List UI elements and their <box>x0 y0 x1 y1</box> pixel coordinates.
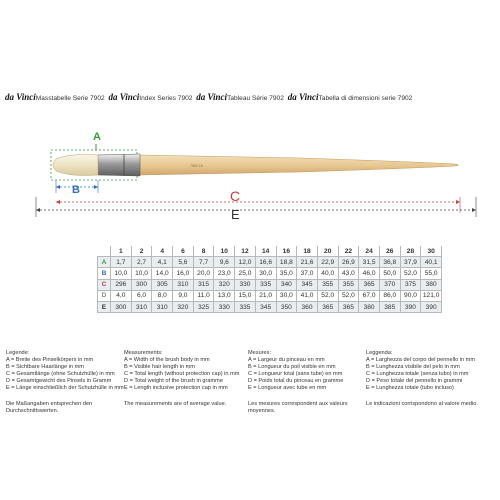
corner-cell <box>98 246 111 257</box>
table-cell: 37,0 <box>297 268 318 279</box>
table-cell: 365 <box>359 279 380 290</box>
legend-line: B = Longueur du poil visible en mm <box>248 364 336 370</box>
table-cell: 11,0 <box>193 290 214 301</box>
table-cell: 40,1 <box>421 257 442 268</box>
size-header: 26 <box>379 246 400 257</box>
c-arrow-left <box>56 200 60 204</box>
table-cell: 365 <box>338 301 359 312</box>
table-cell: 300 <box>111 301 132 312</box>
legend-line: D = Total weight of the brush in gramme <box>124 378 223 384</box>
legend-line: D = Poids total du pinceau en gramme <box>248 378 344 384</box>
legend-line: C = Longueur total (sans tube) en mm <box>248 371 343 377</box>
legend-title: Measurements: <box>124 350 163 356</box>
e-arrow-right <box>472 208 476 212</box>
legend-fr <box>248 350 358 415</box>
table-cell: 320 <box>214 279 235 290</box>
size-header: 22 <box>338 246 359 257</box>
legend-note <box>248 401 358 415</box>
table-cell: 12,0 <box>235 257 256 268</box>
table-cell: 21,6 <box>297 257 318 268</box>
size-header: 2 <box>131 246 152 257</box>
table-cell: 26,9 <box>338 257 359 268</box>
legend-it <box>366 350 496 408</box>
table-cell: 325 <box>193 301 214 312</box>
size-header: 10 <box>214 246 235 257</box>
legend-line: D = Gesamtgewicht des Pinsels in Gramm <box>6 378 112 384</box>
legend-line: D = Peso totale del pennello in grammi <box>366 378 463 384</box>
table-cell: 37,9 <box>400 257 421 268</box>
table-cell: 121,0 <box>421 290 442 301</box>
table-cell: 360 <box>297 301 318 312</box>
table-cell: 330 <box>214 301 235 312</box>
legend-note-line: The measurements are of average value. <box>124 401 227 407</box>
table-cell: 4,1 <box>152 257 173 268</box>
table-cell: 18,8 <box>276 257 297 268</box>
table-cell: 52,0 <box>338 290 359 301</box>
table-row-b <box>98 268 442 279</box>
size-header: 4 <box>152 246 173 257</box>
table-cell: 55,0 <box>421 268 442 279</box>
legend-note <box>366 401 496 408</box>
size-header: 6 <box>173 246 194 257</box>
table-cell: 10,0 <box>131 268 152 279</box>
table-cell: 320 <box>173 301 194 312</box>
table-cell: 9,0 <box>173 290 194 301</box>
table-cell: 43,0 <box>338 268 359 279</box>
table-cell: 305 <box>152 279 173 290</box>
table-cell: 390 <box>400 301 421 312</box>
table-row-d <box>98 290 442 301</box>
table-cell: 335 <box>235 301 256 312</box>
table-cell: 300 <box>131 279 152 290</box>
row-label-d: D <box>98 290 111 301</box>
brand-logo-it: da Vinci <box>287 92 319 102</box>
table-cell: 23,0 <box>214 268 235 279</box>
table-row-c <box>98 279 442 290</box>
size-header: 24 <box>359 246 380 257</box>
table-cell: 330 <box>235 279 256 290</box>
legend-de <box>6 350 124 415</box>
legend-note-line: moyennes. <box>248 408 276 414</box>
legend-line: A = Width of the brush body in mm <box>124 357 210 363</box>
legend-note-line: Die Maßangaben entsprechen den <box>6 401 93 407</box>
size-header: 28 <box>400 246 421 257</box>
table-cell: 31,5 <box>359 257 380 268</box>
legend-line: B = Visible hair length in mm <box>124 364 195 370</box>
label-a: A <box>93 131 101 143</box>
legend-line: B = Lunghezza visibile del pelo in mm <box>366 364 460 370</box>
table-cell: 52,0 <box>317 290 338 301</box>
table-cell: 310 <box>173 279 194 290</box>
c-arrow-right <box>456 200 460 204</box>
brush-hair <box>53 155 98 176</box>
legend-title: Legende: <box>6 350 30 356</box>
b-arrow-right <box>94 185 98 189</box>
legend-line: A = Larghezza del corpo del pennello in mm <box>366 357 475 363</box>
table-cell: 365 <box>317 301 338 312</box>
size-header: 8 <box>193 246 214 257</box>
table-cell: 16,6 <box>255 257 276 268</box>
table-cell: 8,0 <box>152 290 173 301</box>
table-cell: 20,0 <box>193 268 214 279</box>
row-label-c: C <box>98 279 111 290</box>
header-title-en: Index Series 7902 <box>139 95 193 102</box>
table-cell: 340 <box>276 279 297 290</box>
table-cell: 345 <box>297 279 318 290</box>
legend-line: A = Largeur du pinceau en mm <box>248 357 325 363</box>
size-header: 20 <box>317 246 338 257</box>
size-header: 18 <box>297 246 318 257</box>
size-header: 30 <box>421 246 442 257</box>
handle-imprint: 7902 16 <box>190 164 203 168</box>
legend-line: C = Lunghezza totale (senza tubo) in mm <box>366 371 469 377</box>
legend-line: E = Longueur avec tube en mm <box>248 385 327 391</box>
table-cell: 390 <box>421 301 442 312</box>
label-e: E <box>231 207 240 222</box>
brush-handle <box>140 155 459 175</box>
table-cell: 52,0 <box>400 268 421 279</box>
table-cell: 310 <box>131 301 152 312</box>
table-cell: 296 <box>111 279 132 290</box>
legend-line: B = Sichtbare Haarlänge in mm <box>6 364 84 370</box>
table-cell: 16,0 <box>173 268 194 279</box>
table-cell: 5,6 <box>173 257 194 268</box>
table-row-e <box>98 301 442 312</box>
table-cell: 315 <box>193 279 214 290</box>
row-label-b: B <box>98 268 111 279</box>
series-header <box>5 90 495 104</box>
b-arrow-left <box>56 185 60 189</box>
table-cell: 2,7 <box>131 257 152 268</box>
table-cell: 13,0 <box>214 290 235 301</box>
label-b: B <box>72 184 80 196</box>
table-cell: 355 <box>317 279 338 290</box>
table-cell: 385 <box>379 301 400 312</box>
table-cell: 345 <box>255 301 276 312</box>
table-cell: 40,0 <box>317 268 338 279</box>
legend-line: C = Gesamtlänge (ohne Schutzhülle) in mm <box>6 371 115 377</box>
header-title-de: Masstabelle Serie 7902 <box>35 95 105 102</box>
table-cell: 10,0 <box>111 268 132 279</box>
size-header: 12 <box>235 246 256 257</box>
table-cell: 335 <box>255 279 276 290</box>
brand-logo-de: da Vinci <box>5 92 36 102</box>
table-cell: 6,0 <box>131 290 152 301</box>
table-cell: 21,0 <box>255 290 276 301</box>
size-header: 1 <box>111 246 132 257</box>
size-header: 16 <box>276 246 297 257</box>
table-cell: 1,7 <box>111 257 132 268</box>
table-cell: 370 <box>379 279 400 290</box>
table-row-a <box>98 257 442 268</box>
legend-line: C = Total length (without protection cap) in mm <box>124 371 240 377</box>
legend-line: E = Length inclusive protection cap in mm <box>124 385 228 391</box>
legend-title: Leggenda: <box>366 350 393 356</box>
legend-note-line: Durchschnittswerten. <box>6 408 59 414</box>
legend-note <box>124 401 234 408</box>
header-title-fr: Tableau Série 7902 <box>227 95 284 102</box>
table-cell: 9,6 <box>214 257 235 268</box>
table-cell: 310 <box>152 301 173 312</box>
legend-line: E = Länge einschließlich der Schutzhülle in mm <box>6 385 124 391</box>
table-cell: 25,0 <box>235 268 256 279</box>
brush-diagram <box>0 125 500 225</box>
dimensions-table <box>97 246 442 313</box>
table-cell: 22,9 <box>317 257 338 268</box>
size-header: 14 <box>255 246 276 257</box>
legend-note-line: Les mesures correspondent aux valeurs <box>248 401 348 407</box>
table-cell: 90,0 <box>400 290 421 301</box>
table-cell: 380 <box>359 301 380 312</box>
legend-line: E = Lunghezza totale (tubo incluso) <box>366 385 454 391</box>
table-cell: 30,0 <box>276 290 297 301</box>
header-title-it: Tabella di dimensioni serie 7902 <box>318 95 413 102</box>
label-c: C <box>230 188 241 204</box>
table-cell: 41,0 <box>297 290 318 301</box>
table-cell: 86,0 <box>379 290 400 301</box>
e-arrow-left <box>36 208 40 212</box>
table-cell: 14,0 <box>152 268 173 279</box>
table-cell: 7,7 <box>193 257 214 268</box>
table-header-row <box>98 246 442 257</box>
table-cell: 36,8 <box>379 257 400 268</box>
table-cell: 15,0 <box>235 290 256 301</box>
table-cell: 350 <box>276 301 297 312</box>
brand-logo-en: da Vinci <box>108 92 140 102</box>
table-cell: 380 <box>421 279 442 290</box>
table-cell: 375 <box>400 279 421 290</box>
legend-line: A = Breite des Pinselkörpers in mm <box>6 357 94 363</box>
table-cell: 355 <box>338 279 359 290</box>
brush-ferrule <box>98 154 140 176</box>
table-cell: 46,0 <box>359 268 380 279</box>
table-cell: 30,0 <box>255 268 276 279</box>
table-cell: 50,0 <box>379 268 400 279</box>
row-label-a: A <box>98 257 111 268</box>
brand-logo-fr: da Vinci <box>196 92 228 102</box>
legend-title: Mesures: <box>248 350 272 356</box>
table-cell: 4,0 <box>111 290 132 301</box>
table-cell: 67,0 <box>359 290 380 301</box>
legend-note <box>6 401 116 415</box>
legend-note-line: Le indicazioni corrispondono al valore medio. <box>366 401 478 407</box>
legend-en <box>124 350 240 408</box>
row-label-e: E <box>98 301 111 312</box>
table-cell: 35,0 <box>276 268 297 279</box>
